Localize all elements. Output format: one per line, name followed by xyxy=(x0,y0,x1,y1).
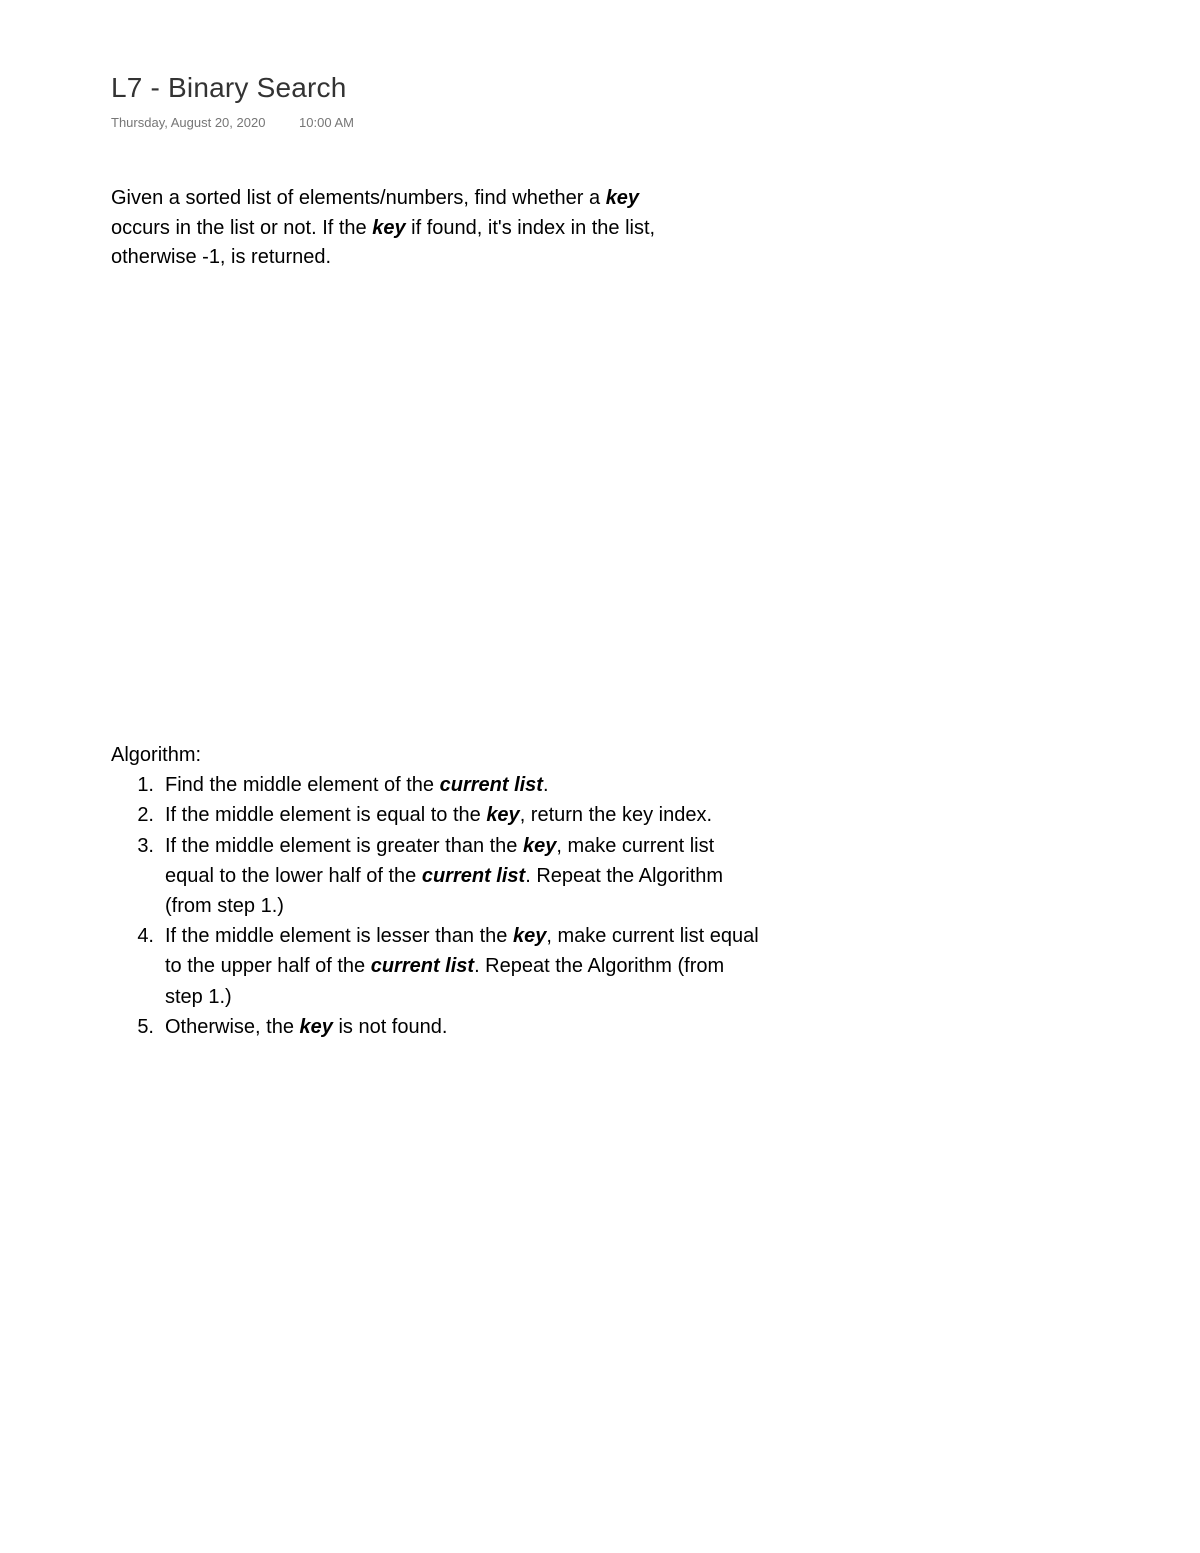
step-text xyxy=(154,800,871,830)
algorithm-step-2 xyxy=(111,800,871,830)
step-line xyxy=(165,770,871,800)
step-line xyxy=(165,921,871,951)
intro-line-2 xyxy=(111,214,771,244)
step-text-run: If the middle element is greater than the xyxy=(165,834,523,857)
step-text-run: If the middle element is lesser than the xyxy=(165,925,513,948)
intro-line-3: otherwise -1, is returned. xyxy=(111,246,332,268)
step-line: step 1.) xyxy=(165,985,232,1008)
step-text-run: If the middle element is equal to the xyxy=(165,804,487,827)
page-date: Thursday, August 20, 2020 xyxy=(111,115,266,130)
current-list-term: current list xyxy=(421,864,526,887)
step-text-run: Otherwise, the xyxy=(165,1015,300,1038)
step-number: 5. xyxy=(137,1015,154,1038)
step-line xyxy=(165,951,871,981)
algorithm-step-1 xyxy=(111,770,871,800)
step-number: 4. xyxy=(137,925,154,948)
intro-text: occurs in the list or not. If the xyxy=(111,216,373,239)
step-text xyxy=(154,1012,871,1042)
algorithm-step-5 xyxy=(111,1012,871,1042)
current-list-term: current list xyxy=(439,774,543,797)
step-number: 2. xyxy=(137,804,154,827)
step-text-run: . Repeat the Algorithm (from xyxy=(474,955,725,978)
step-number: 3. xyxy=(137,834,154,857)
step-text-run: , make current list equal xyxy=(546,925,759,948)
intro-text: Given a sorted list of elements/numbers, find whether a xyxy=(111,187,606,209)
algorithm-steps xyxy=(111,770,871,1042)
key-term: key xyxy=(372,216,406,239)
algorithm-section xyxy=(111,740,871,1042)
step-text-run: equal to the lower half of the xyxy=(165,864,422,887)
step-line xyxy=(165,800,871,830)
step-text-run: , make current list xyxy=(556,834,715,857)
step-line xyxy=(165,831,871,861)
algorithm-step-4 xyxy=(111,921,871,1012)
intro-line-1 xyxy=(111,184,771,214)
key-term: key xyxy=(522,834,557,857)
page-time: 10:00 AM xyxy=(299,115,354,130)
step-text-run: to the upper half of the xyxy=(165,955,371,978)
step-line: (from step 1.) xyxy=(165,895,284,918)
step-text-run: , return the key index. xyxy=(519,804,713,827)
step-text-run: . xyxy=(542,774,549,797)
step-text xyxy=(154,831,871,922)
page-title: L7 - Binary Search xyxy=(111,72,347,103)
intro-text: if found, it's index in the list, xyxy=(405,216,656,239)
step-text-run: . Repeat the Algorithm xyxy=(525,864,724,887)
page-meta xyxy=(111,115,354,130)
key-term: key xyxy=(512,925,547,948)
current-list-term: current list xyxy=(370,955,475,978)
intro-paragraph xyxy=(111,184,771,273)
step-line xyxy=(165,861,871,891)
step-text-run: Find the middle element of the xyxy=(165,774,440,797)
key-term: key xyxy=(299,1015,333,1038)
algorithm-heading: Algorithm: xyxy=(111,744,202,766)
algorithm-step-3 xyxy=(111,831,871,922)
step-text xyxy=(154,770,871,800)
step-number: 1. xyxy=(137,774,154,797)
step-text xyxy=(154,921,871,1012)
step-line xyxy=(165,1012,871,1042)
key-term: key xyxy=(486,804,520,827)
key-term: key xyxy=(605,187,640,209)
step-text-run: is not found. xyxy=(332,1015,448,1038)
